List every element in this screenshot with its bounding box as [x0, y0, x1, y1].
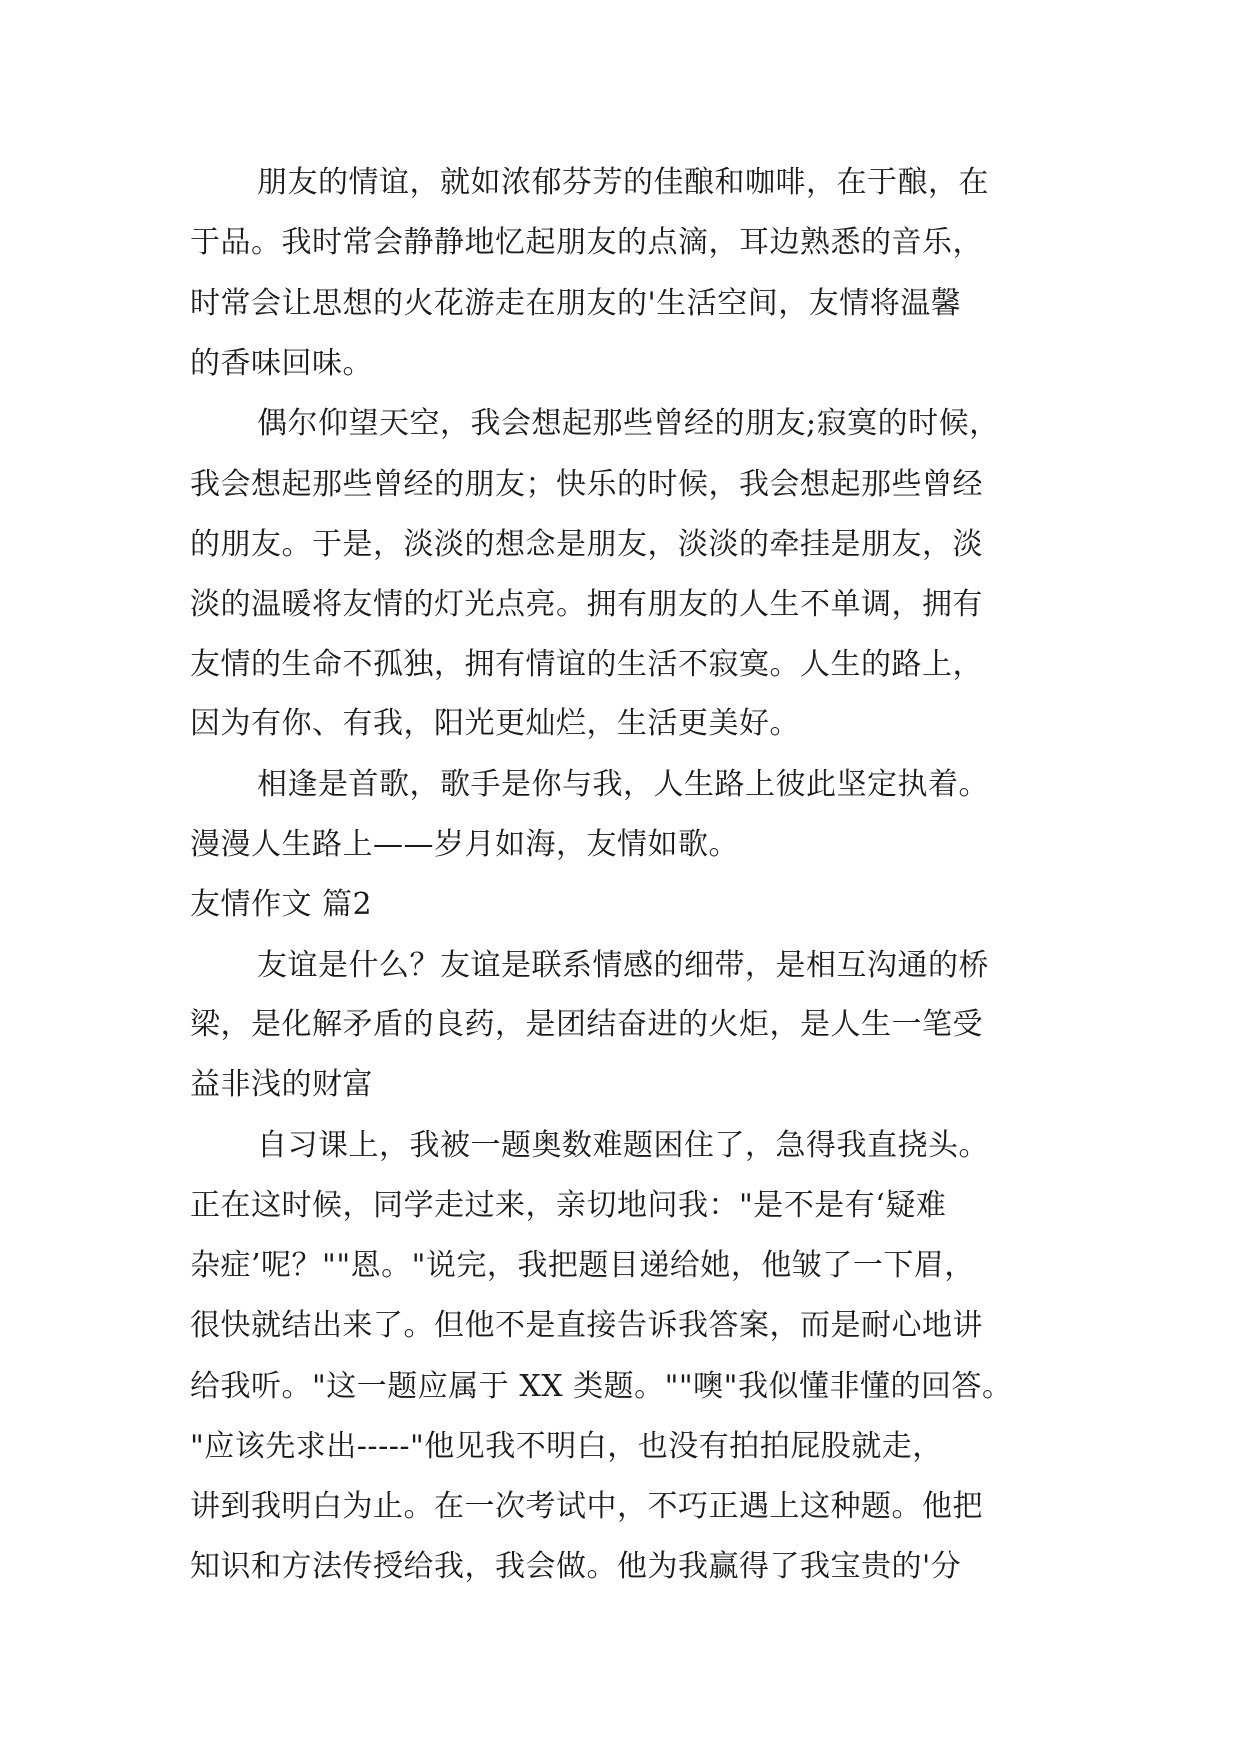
paragraph-line: 友情的生命不孤独，拥有情谊的生活不寂寞。人生的路上， — [190, 647, 983, 682]
paragraph-line: 淡的温暖将友情的灯光点亮。拥有朋友的人生不单调，拥有 — [190, 587, 983, 622]
paragraph-line: 漫漫人生路上——岁月如海，友情如歌。 — [190, 827, 739, 862]
paragraph-line: 自习课上，我被一题奥数难题困住了，急得我直挠头。 — [257, 1128, 989, 1163]
paragraph-line: 益非浅的财富 — [190, 1067, 373, 1102]
paragraph-line: "应该先求出-----"他见我不明白，也没有拍拍屁股就走， — [190, 1429, 943, 1464]
paragraph-line: 偶尔仰望天空，我会想起那些曾经的朋友;寂寞的时候， — [257, 406, 1000, 441]
paragraph-line: 友谊是什么？友谊是联系情感的细带，是相互沟通的桥 — [257, 948, 989, 983]
paragraph-line: 正在这时候，同学走过来，亲切地问我："是不是有‘疑难 — [190, 1188, 947, 1223]
paragraph-line: 很快就结出来了。但他不是直接告诉我答案，而是耐心地讲 — [190, 1308, 983, 1343]
paragraph-line: 知识和方法传授给我，我会做。他为我赢得了我宝贵的'分 — [190, 1549, 962, 1584]
paragraph-line: 梁，是化解矛盾的良药，是团结奋进的火炬，是人生一笔受 — [190, 1007, 983, 1042]
paragraph-line: 的朋友。于是，淡淡的想念是朋友，淡淡的牵挂是朋友，淡 — [190, 527, 983, 562]
paragraph-line: 我会想起那些曾经的朋友；快乐的时候，我会想起那些曾经 — [190, 467, 983, 502]
paragraph-line: 的香味回味。 — [190, 346, 373, 381]
paragraph-line: 讲到我明白为止。在一次考试中，不巧正遇上这种题。他把 — [190, 1489, 983, 1524]
paragraph-line: 时常会让思想的火花游走在朋友的'生活空间，友情将温馨 — [190, 286, 962, 321]
paragraph-line: 因为有你、有我，阳光更灿烂，生活更美好。 — [190, 706, 800, 741]
paragraph-line: 于品。我时常会静静地忆起朋友的点滴，耳边熟悉的音乐， — [190, 225, 983, 260]
paragraph-line: 杂症’呢？""恩。"说完，我把题目递给她，他皱了一下眉， — [190, 1248, 975, 1283]
paragraph-line: 给我听。"这一题应属于 XX 类题。""噢"我似懂非懂的回答。 — [190, 1369, 1013, 1404]
section-heading: 友情作文 篇2 — [190, 887, 373, 922]
paragraph-line: 相逢是首歌，歌手是你与我，人生路上彼此坚定执着。 — [257, 767, 989, 802]
paragraph-line: 朋友的情谊，就如浓郁芬芳的佳酿和咖啡，在于酿，在 — [257, 165, 989, 200]
